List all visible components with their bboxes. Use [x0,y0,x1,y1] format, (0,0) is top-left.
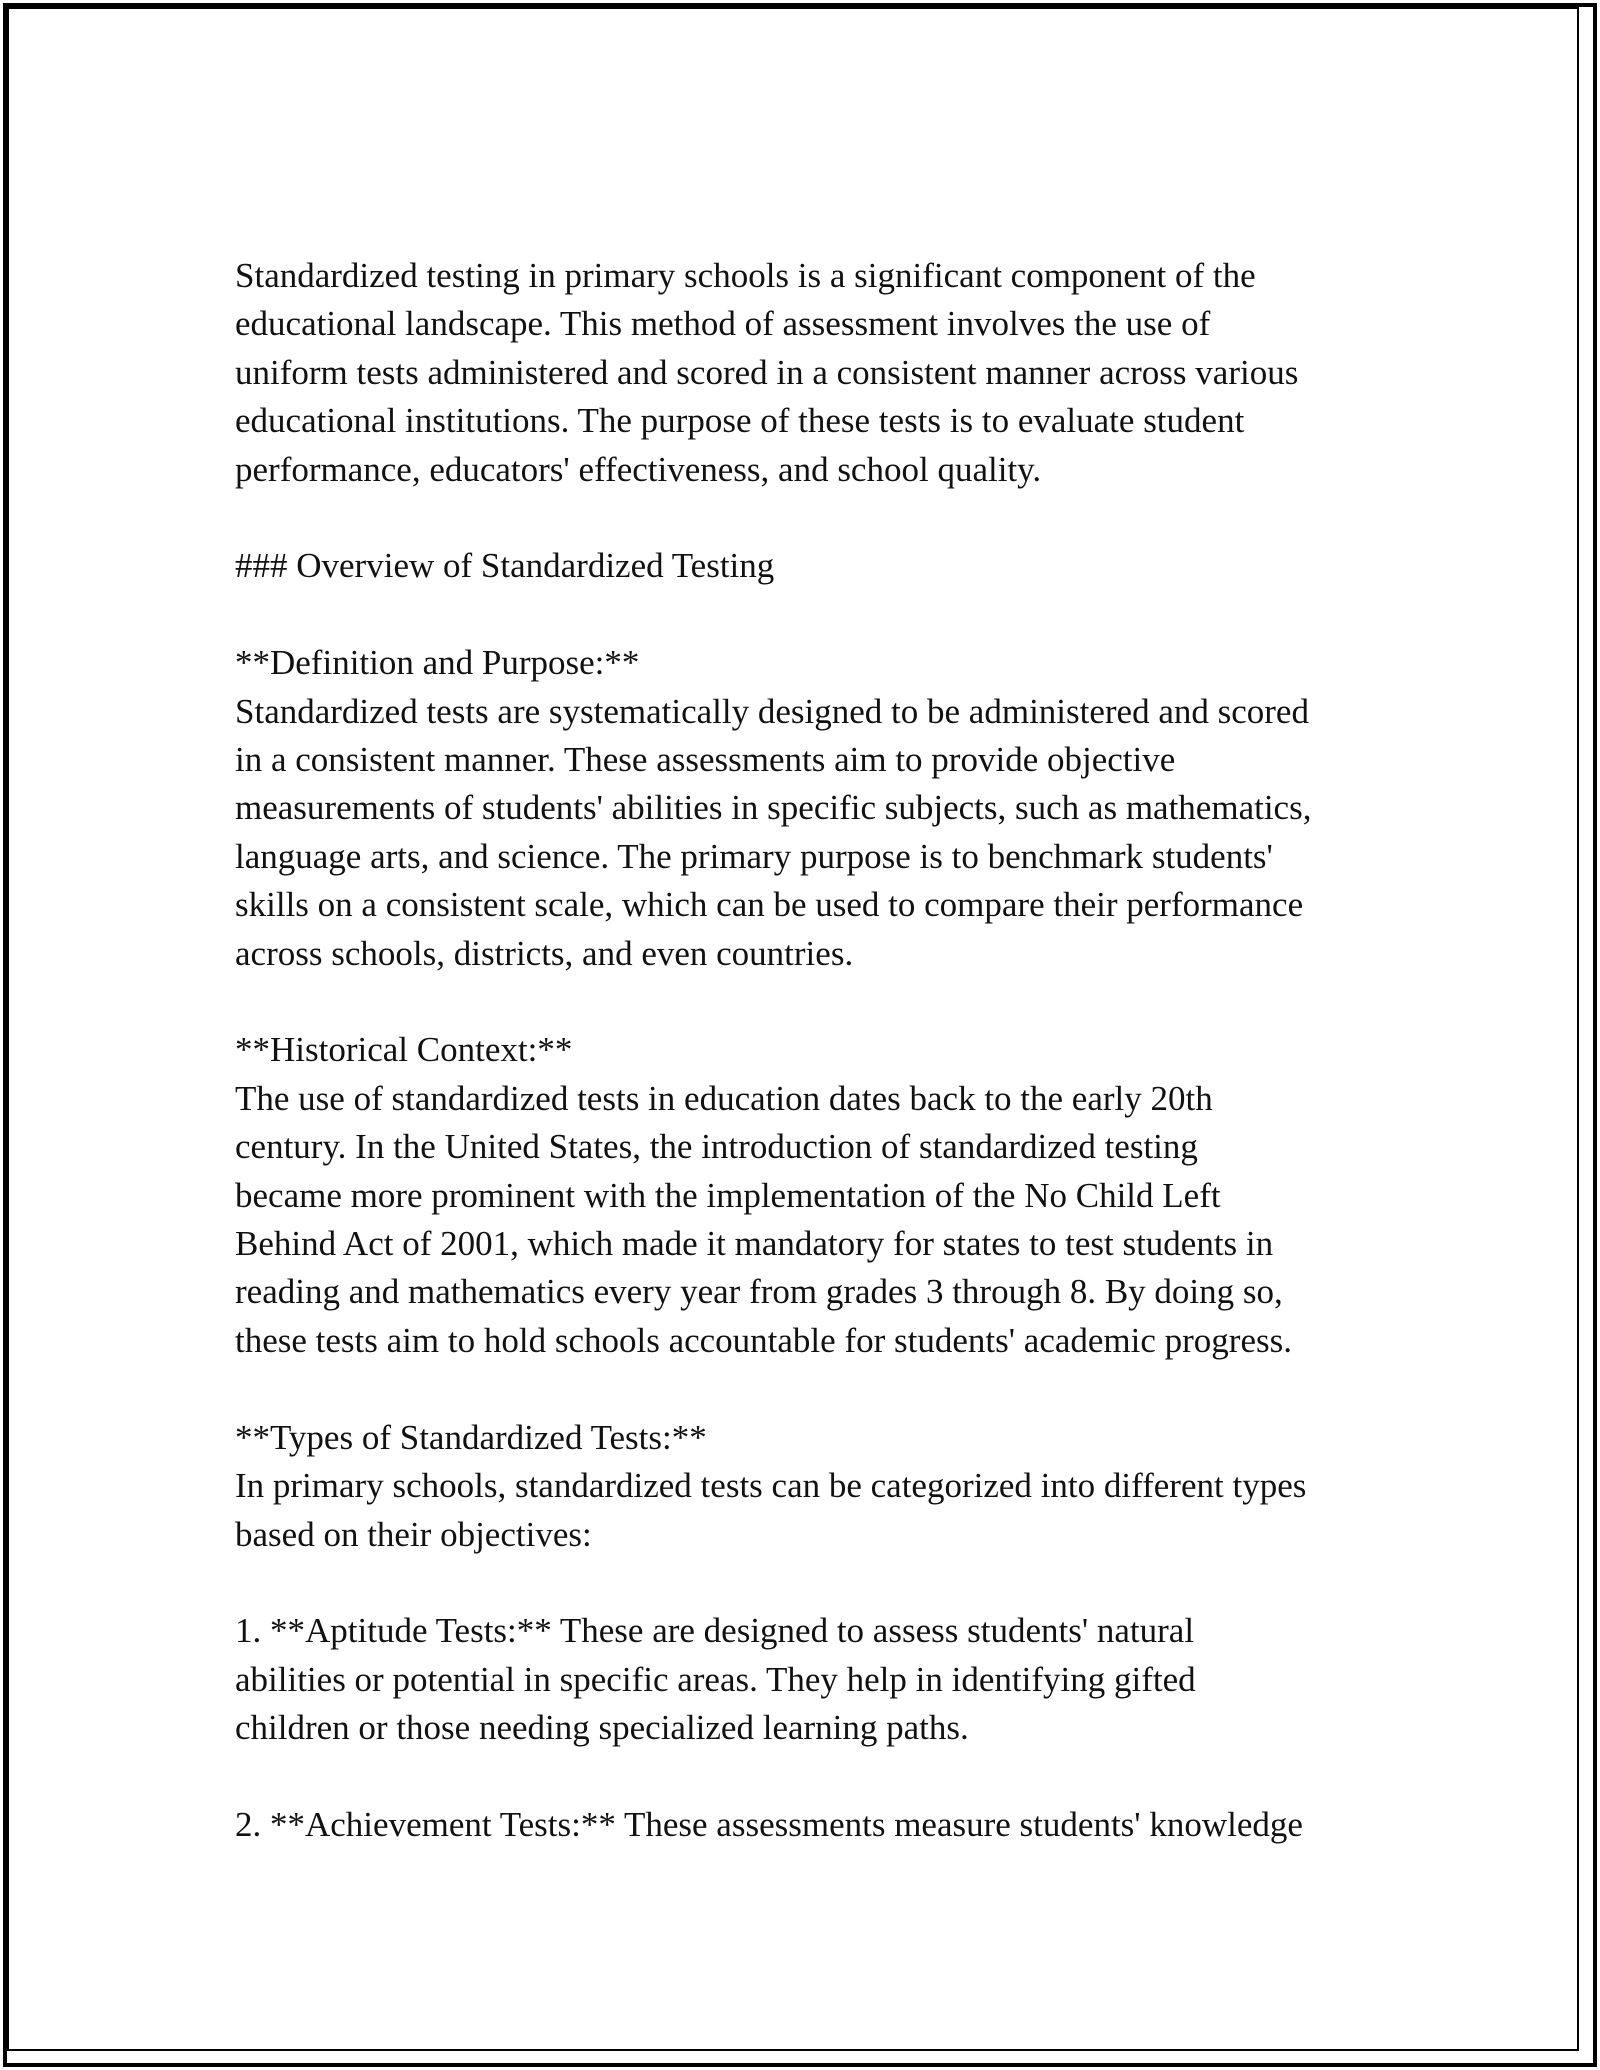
document-body [235,252,1375,1849]
text-line: based on their objectives: [235,1514,592,1554]
aptitude-list-item [235,1607,1375,1752]
text-line: century. In the United States, the introduction of standardized testing [235,1127,1198,1167]
text-line: measurements of students' abilities in specific subjects, such as mathematics, [235,788,1312,828]
historical-paragraph [235,1026,1375,1365]
text-line: language arts, and science. The primary purpose is to benchmark students' [235,836,1273,876]
text-line: ### Overview of Standardized Testing [235,546,775,586]
achievement-list-item [235,1801,1375,1849]
text-line: **Definition and Purpose:** [235,643,640,683]
text-line: in a consistent manner. These assessments aim to provide objective [235,740,1176,780]
text-line: educational landscape. This method of assessment involves the use of [235,304,1211,344]
text-line: **Historical Context:** [235,1030,573,1070]
text-line: 2. **Achievement Tests:** These assessments measure students' knowledge [235,1804,1303,1844]
text-line: skills on a consistent scale, which can be used to compare their performance [235,885,1304,925]
types-paragraph [235,1414,1375,1559]
text-line: uniform tests administered and scored in a consistent manner across various [235,352,1299,392]
text-line: **Types of Standardized Tests:** [235,1417,707,1457]
definition-paragraph [235,639,1375,978]
intro-paragraph [235,252,1375,494]
text-line: became more prominent with the implementation of the No Child Left [235,1175,1221,1215]
text-line: Behind Act of 2001, which made it mandatory for states to test students in [235,1224,1274,1264]
text-line: across schools, districts, and even countries. [235,933,854,973]
text-line: In primary schools, standardized tests can be categorized into different types [235,1466,1307,1506]
text-line: The use of standardized tests in education dates back to the early 20th [235,1078,1213,1118]
text-line: 1. **Aptitude Tests:** These are designed to assess students' natural [235,1611,1195,1651]
text-line: educational institutions. The purpose of these tests is to evaluate student [235,401,1245,441]
text-line: these tests aim to hold schools accountable for students' academic progress. [235,1320,1292,1360]
text-line: reading and mathematics every year from grades 3 through 8. By doing so, [235,1272,1283,1312]
text-line: Standardized tests are systematically designed to be administered and scored [235,691,1309,731]
text-line: abilities or potential in specific areas. They help in identifying gifted [235,1659,1196,1699]
text-line: performance, educators' effectiveness, and school quality. [235,449,1042,489]
text-line: Standardized testing in primary schools is a significant component of the [235,256,1256,295]
section-heading [235,542,1375,590]
text-line: children or those needing specialized learning paths. [235,1708,969,1748]
